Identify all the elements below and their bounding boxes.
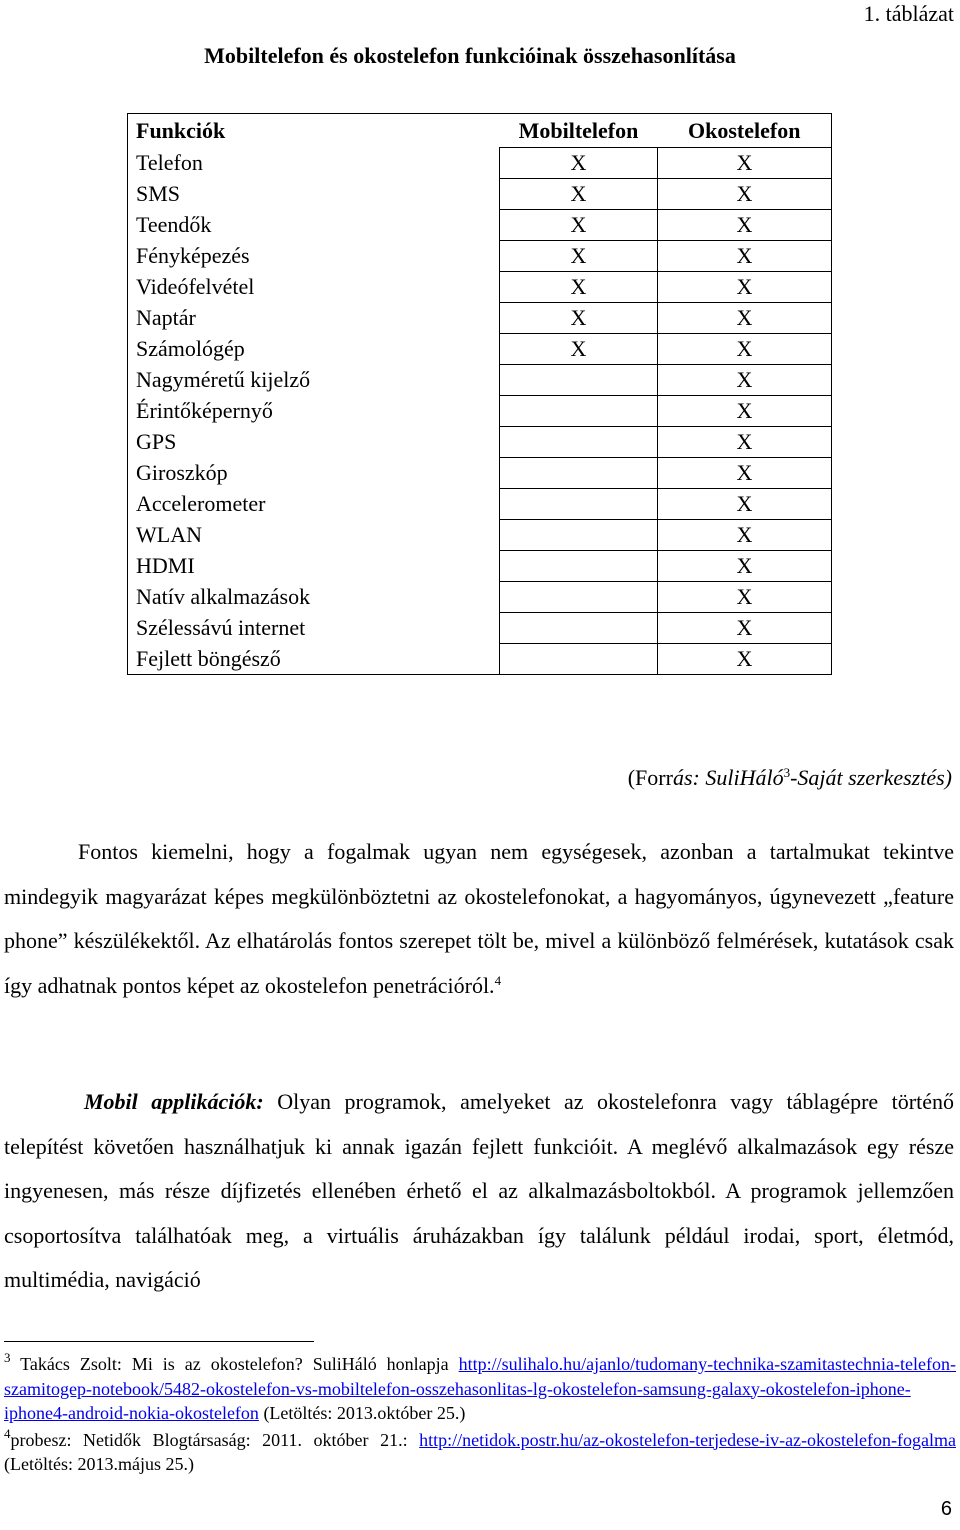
smartphone-cell: X [658, 644, 832, 675]
function-cell: HDMI [128, 551, 500, 582]
mobile-phone-cell [500, 520, 658, 551]
mobile-phone-cell: X [500, 148, 658, 179]
paragraph1-text: Fontos kiemelni, hogy a fogalmak ugyan nem egységesek, azonban a tartalmukat tekintve mindegyik magyarázat képes megkülönböztetni az okostelefonokat, a hagyományos, úgynevezett „feature phone” készülékektől. Az elhatárolás fontos szerepet tölt be, mivel a különböző felmérések, kutatások csak így adhatnak pontos képet az okostelefon penetrációról. [4, 839, 954, 998]
smartphone-cell: X [658, 179, 832, 210]
smartphone-cell: X [658, 148, 832, 179]
footnote-3-after: (Letöltés: 2013.október 25.) [258, 1403, 466, 1423]
table-row [128, 365, 832, 396]
mobile-phone-cell: X [500, 303, 658, 334]
footnote-4-link[interactable]: http://netidok.postr.hu/az-okostelefon-terjedese-iv-az-okostelefon-fogalma [419, 1429, 956, 1450]
function-cell: Videófelvétel [128, 272, 500, 303]
table-body [128, 148, 832, 675]
paragraph-definitions [4, 830, 954, 1008]
smartphone-cell: X [658, 210, 832, 241]
footnote-4-text: probesz: Netidők Blogtársaság: 2011. október 21.: [10, 1429, 420, 1450]
function-cell: Giroszkóp [128, 458, 500, 489]
mobile-phone-cell [500, 582, 658, 613]
function-cell: Naptár [128, 303, 500, 334]
function-cell: Teendők [128, 210, 500, 241]
mobile-phone-cell: X [500, 179, 658, 210]
function-cell: Fényképezés [128, 241, 500, 272]
function-cell: Számológép [128, 334, 500, 365]
function-cell: Telefon [128, 148, 500, 179]
table-title: Mobiltelefon és okostelefon funkcióinak összehasonlítása [204, 43, 736, 68]
header-smartphone: Okostelefon [658, 114, 832, 148]
table-row [128, 272, 832, 303]
footnote-4-after: (Letöltés: 2013.május 25.) [4, 1454, 194, 1474]
smartphone-cell: X [658, 427, 832, 458]
source-italic-a: ás: SuliHáló [672, 765, 784, 790]
comparison-table [127, 113, 832, 675]
table-row [128, 613, 832, 644]
table-row [128, 241, 832, 272]
mobile-phone-cell: X [500, 210, 658, 241]
table-number: 1. táblázat [863, 1, 954, 26]
table-row [128, 303, 832, 334]
footnote-separator [4, 1341, 314, 1342]
mobile-phone-cell [500, 551, 658, 582]
footnote-3-text: Takács Zsolt: Mi is az okostelefon? SuliHáló honlapja [10, 1354, 459, 1374]
mobile-phone-cell: X [500, 334, 658, 365]
function-cell: SMS [128, 179, 500, 210]
table-row [128, 582, 832, 613]
table-source [628, 764, 952, 792]
paragraph1-footnote-ref: 4 [494, 972, 502, 988]
mobile-phone-cell [500, 458, 658, 489]
smartphone-cell: X [658, 458, 832, 489]
table-header-row [128, 114, 832, 148]
mobile-phone-cell: X [500, 272, 658, 303]
table-row [128, 644, 832, 675]
paragraph2-term: Mobil applikációk: [84, 1089, 264, 1114]
table-row [128, 148, 832, 179]
mobile-phone-cell [500, 644, 658, 675]
smartphone-cell: X [658, 241, 832, 272]
mobile-phone-cell: X [500, 241, 658, 272]
smartphone-cell: X [658, 396, 832, 427]
footnote-4 [4, 1425, 956, 1477]
function-cell: Érintőképernyő [128, 396, 500, 427]
footnote-3-link[interactable]: http://sulihalo.hu/ajanlo/tudomany-technika-szamitastechnia-telefon-szamitogep-notebook/5482-okostelefon-vs-mobiltelefon-osszehasonlitas-lg-okostelefon-samsung-galaxy-okostelefon-iphone-iphone4-android-nokia-okostelefon [4, 1354, 956, 1423]
header-mobile-phone: Mobiltelefon [500, 114, 658, 148]
table-row [128, 210, 832, 241]
paragraph2-text: Olyan programok, amelyeket az okostelefonra vagy táblagépre történő telepítést követően használhatjuk ki annak igazán fejlett funkcióit. A meglévő alkalmazások egy része ingyenesen, más része díjfizetés ellenében érhető el az alkalmazásboltokból. A programok jellemzően csoportosítva találhatóak meg, a virtuális áruházakban így találunk például irodai, sport, életmód, multimédia, navigáció [4, 1089, 954, 1292]
page-number: 6 [940, 1498, 952, 1520]
function-cell: Nagyméretű kijelző [128, 365, 500, 396]
smartphone-cell: X [658, 334, 832, 365]
function-cell: Accelerometer [128, 489, 500, 520]
smartphone-cell: X [658, 613, 832, 644]
mobile-phone-cell [500, 613, 658, 644]
table-row [128, 489, 832, 520]
table-row [128, 551, 832, 582]
smartphone-cell: X [658, 489, 832, 520]
table-row [128, 179, 832, 210]
footnote-3 [4, 1352, 956, 1426]
source-italic-b: -Saját szerkesztés) [790, 765, 952, 790]
function-cell: Natív alkalmazások [128, 582, 500, 613]
mobile-phone-cell [500, 427, 658, 458]
footnotes [4, 1352, 956, 1477]
table-row [128, 458, 832, 489]
table-row [128, 427, 832, 458]
footnote-3-number: 3 [4, 1350, 11, 1365]
paragraph-mobile-apps [4, 1080, 954, 1303]
table-row [128, 334, 832, 365]
smartphone-cell: X [658, 520, 832, 551]
function-cell: GPS [128, 427, 500, 458]
smartphone-cell: X [658, 303, 832, 334]
footnote-4-number: 4 [4, 1425, 11, 1441]
source-footnote-ref: 3 [783, 765, 791, 780]
header-functions: Funkciók [128, 114, 500, 148]
mobile-phone-cell [500, 365, 658, 396]
table-row [128, 396, 832, 427]
table-row [128, 520, 832, 551]
smartphone-cell: X [658, 365, 832, 396]
smartphone-cell: X [658, 272, 832, 303]
function-cell: WLAN [128, 520, 500, 551]
mobile-phone-cell [500, 489, 658, 520]
function-cell: Szélessávú internet [128, 613, 500, 644]
smartphone-cell: X [658, 551, 832, 582]
source-open: (Forr [627, 765, 673, 790]
function-cell: Fejlett böngésző [128, 644, 500, 675]
mobile-phone-cell [500, 396, 658, 427]
smartphone-cell: X [658, 582, 832, 613]
